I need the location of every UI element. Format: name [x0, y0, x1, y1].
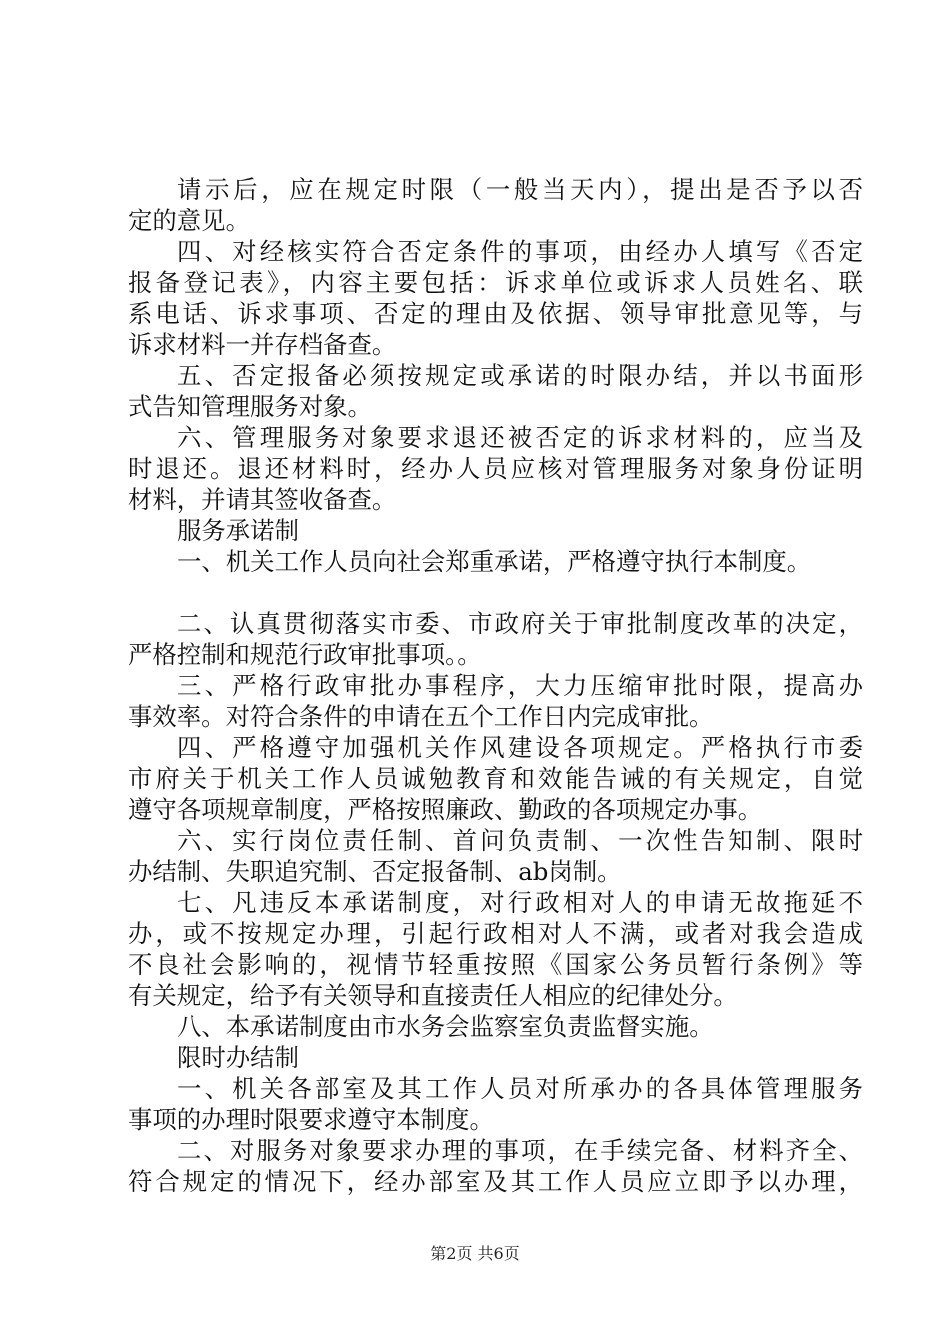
- text-line: 六、实行岗位责任制、首问负责制、一次性告知制、限时: [177, 826, 863, 855]
- text-line: 严格控制和规范行政审批事项。。: [128, 640, 482, 669]
- text-line: 办，或不按规定办理，引起行政相对人不满，或者对我会造成: [128, 919, 863, 948]
- text-line: 报备登记表》，内容主要包括：诉求单位或诉求人员姓名、联: [128, 268, 863, 297]
- text-line: 符合规定的情况下，经办部室及其工作人员应立即予以办理，: [128, 1167, 863, 1196]
- text-line: 事项的办理时限要求遵守本制度。: [128, 1105, 494, 1134]
- text-line: 七、凡违反本承诺制度，对行政相对人的申请无故拖延不: [177, 888, 863, 917]
- text-line: 服务承诺制: [177, 516, 299, 545]
- text-line: 式告知管理服务对象。: [128, 392, 372, 421]
- text-line: 办结制、失职追究制、否定报备制、ab岗制。: [128, 857, 622, 886]
- text-line: 材料，并请其签收备查。: [128, 485, 397, 514]
- text-line: 八、本承诺制度由市水务会监察室负责监督实施。: [177, 1012, 714, 1041]
- text-line: 不良社会影响的，视情节轻重按照《国家公务员暂行条例》等: [128, 950, 863, 979]
- text-line: 二、认真贯彻落实市委、市政府关于审批制度改革的决定，: [177, 609, 863, 638]
- text-line: 四、对经核实符合否定条件的事项，由经办人填写《否定: [177, 237, 863, 266]
- text-line: 一、机关各部室及其工作人员对所承办的各具体管理服务: [177, 1074, 863, 1103]
- text-line: 限时办结制: [177, 1043, 299, 1072]
- text-line: 诉求材料一并存档备查。: [128, 330, 397, 359]
- text-line: 三、严格行政审批办事程序，大力压缩审批时限，提高办: [177, 671, 863, 700]
- page-number-footer: 第2页 共6页: [430, 1244, 520, 1263]
- document-body: [128, 174, 863, 1197]
- text-line: 事效率。对符合条件的申请在五个工作日内完成审批。: [128, 702, 714, 731]
- text-line: 定的意见。: [128, 206, 250, 235]
- text-line: 五、否定报备必须按规定或承诺的时限办结，并以书面形: [177, 361, 863, 390]
- text-line: 四、严格遵守加强机关作风建设各项规定。严格执行市委: [177, 733, 863, 762]
- text-line: 请示后，应在规定时限（一般当天内），提出是否予以否: [177, 175, 863, 204]
- text-line: 遵守各项规章制度，严格按照廉政、勤政的各项规定办事。: [128, 795, 763, 824]
- text-line: 六、管理服务对象要求退还被否定的诉求材料的，应当及: [177, 423, 863, 452]
- text-line: 时退还。退还材料时，经办人员应核对管理服务对象身份证明: [128, 454, 863, 483]
- text-line: 有关规定，给予有关领导和直接责任人相应的纪律处分。: [128, 981, 738, 1010]
- text-line: 二、对服务对象要求办理的事项，在手续完备、材料齐全、: [177, 1136, 863, 1165]
- text-line: 一、机关工作人员向社会郑重承诺，严格遵守执行本制度。: [177, 547, 812, 576]
- text-line: 系电话、诉求事项、否定的理由及依据、领导审批意见等，与: [128, 299, 863, 328]
- text-line: 市府关于机关工作人员诚勉教育和效能告诫的有关规定，自觉: [128, 764, 863, 793]
